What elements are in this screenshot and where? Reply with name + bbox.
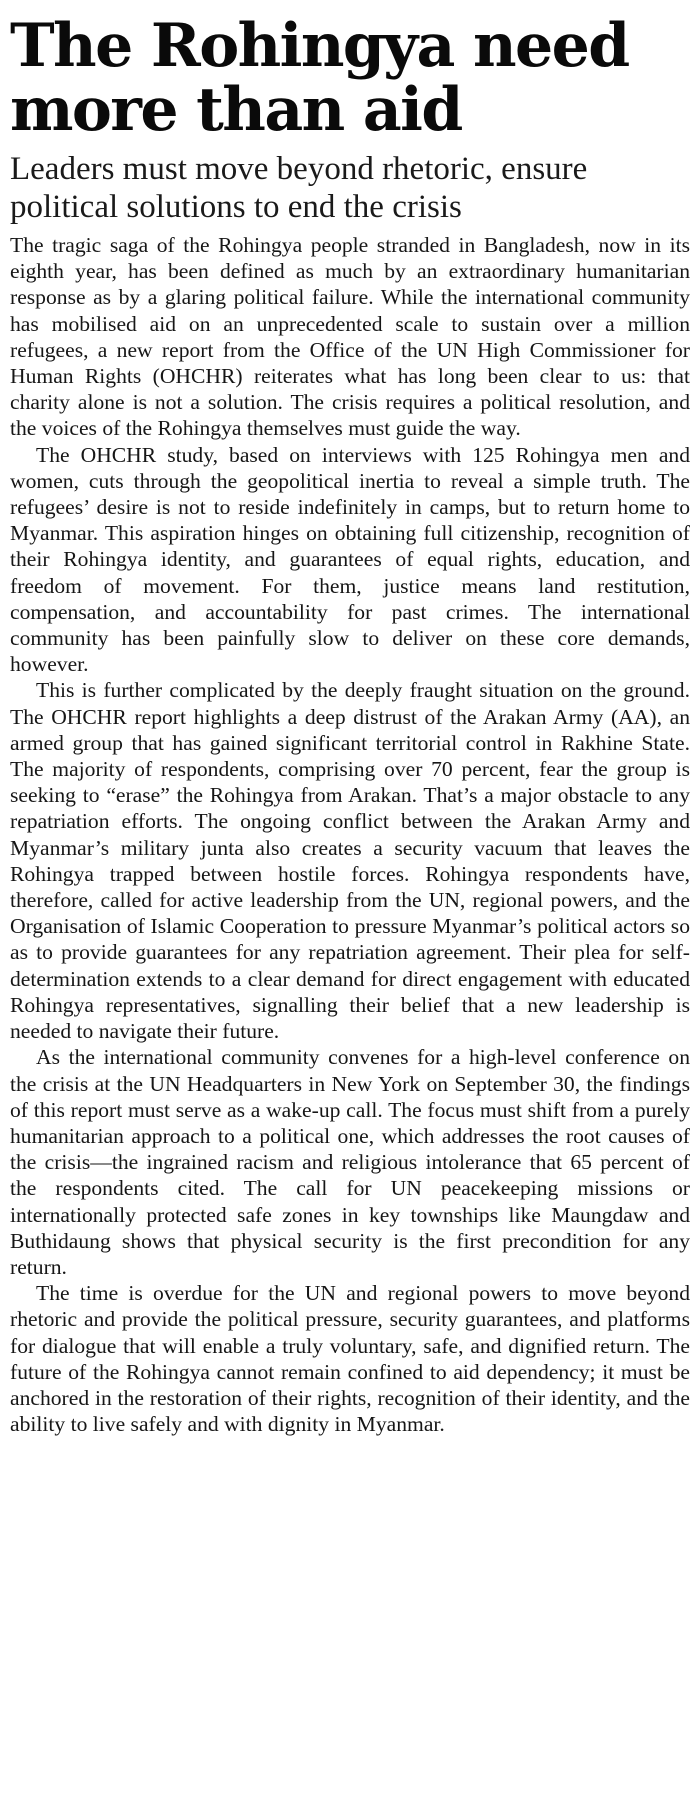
body-paragraph: The time is overdue for the UN and regional powers to move beyond rhetoric and provide the political pressure, security guarantees, and platforms for dialogue that will enable a truly voluntary, safe, and dignified return. The future of the Rohingya cannot remain confined to aid dependency; it must be anchored in the restoration of their rights, recognition of their identity, and the ability to live safely and with dignity in Myanmar. <box>10 1281 690 1437</box>
body-paragraph: This is further complicated by the deeply fraught situation on the ground. The OHCHR report highlights a deep distrust of the Arakan Army (AA), an armed group that has gained significant territorial control in Rakhine State. The majority of respondents, comprising over 70 percent, fear the group is seeking to “erase” the Rohingya from Arakan. That’s a major obstacle to any repatriation efforts. The ongoing conflict between the Arakan Army and Myanmar’s military junta also creates a security vacuum that leaves the Rohingya trapped between hostile forces. Rohingya respondents have, therefore, called for active leadership from the UN, regional powers, and the Organisation of Islamic Cooperation to pressure Myanmar’s political actors so as to provide guarantees for any repatriation agreement. Their plea for self-determination extends to a clear demand for direct engagement with educated Rohingya representatives, signalling their belief that a new leadership is needed to navigate their future. <box>10 678 690 1044</box>
article-body <box>10 232 690 1437</box>
headline: The Rohingya need more than aid <box>10 11 629 145</box>
subheadline: Leaders must move beyond rhetoric, ensure political solutions to end the crisis <box>10 151 588 225</box>
body-paragraph: As the international community convenes for a high-level conference on the crisis at the UN Headquarters in New York on September 30, the findings of this report must serve as a wake-up call. The focus must shift from a purely humanitarian approach to a political one, which addresses the root causes of the crisis—the ingrained racism and religious intolerance that 65 percent of the respondents cited. The call for UN peacekeeping missions or internationally protected safe zones in key townships like Maungdaw and Buthidaung shows that physical security is the first precondition for any return. <box>10 1045 690 1279</box>
body-paragraph: The tragic saga of the Rohingya people stranded in Bangladesh, now in its eighth year, has been defined as much by an extraordinary humanitarian response as by a glaring political failure. While the international community has mobilised aid on an unprecedented scale to sustain over a million refugees, a new report from the Office of the UN High Commissioner for Human Rights (OHCHR) reiterates what has long been clear to us: that charity alone is not a solution. The crisis requires a political resolution, and the voices of the Rohingya themselves must guide the way. <box>10 233 690 441</box>
body-paragraph: The OHCHR study, based on interviews with 125 Rohingya men and women, cuts through the geopolitical inertia to reveal a simple truth. The refugees’ desire is not to reside indefinitely in camps, but to return home to Myanmar. This aspiration hinges on obtaining full citizenship, recognition of their Rohingya identity, and guarantees of equal rights, education, and freedom of movement. For them, justice means land restitution, compensation, and accountability for past crimes. The international community has been painfully slow to deliver on these core demands, however. <box>10 442 690 677</box>
